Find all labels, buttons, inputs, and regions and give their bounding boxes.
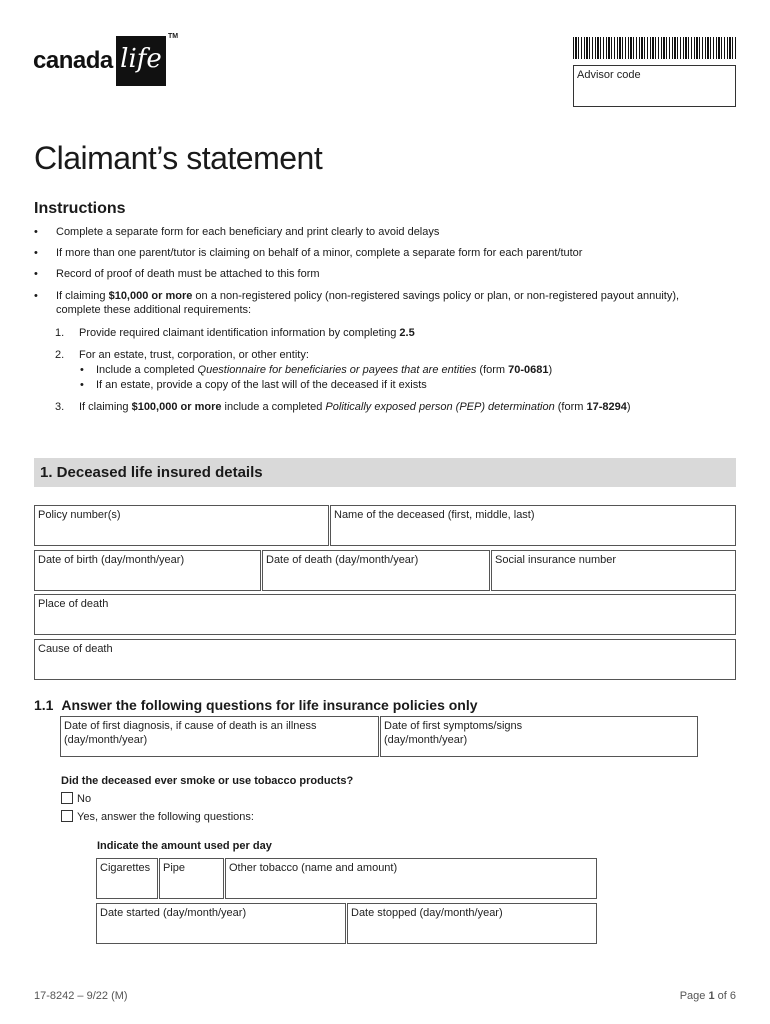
advisor-code-field[interactable] (573, 65, 736, 107)
label-line: Date of first diagnosis, if cause of death is an illness (64, 720, 317, 732)
bold-text: 17-8294 (586, 401, 627, 413)
amount-heading: Indicate the amount used per day (97, 840, 272, 852)
date-of-death-field[interactable] (262, 550, 490, 591)
subsection-number: 1.1 (34, 697, 54, 713)
text: If an estate, provide a copy of the last will of the deceased if it exists (96, 379, 427, 391)
text: Include a completed (96, 364, 198, 376)
smoke-question: Did the deceased ever smoke or use tobacco products? (61, 775, 354, 787)
field-label: Date of birth (day/month/year) (38, 554, 185, 566)
field-label: Date started (day/month/year) (100, 907, 247, 919)
place-of-death-field[interactable] (34, 594, 736, 635)
page-title: Claimant’s statement (34, 140, 323, 176)
field-label: Cigarettes (100, 862, 151, 874)
italic-text: Questionnaire for beneficiaries or payees that are entities (197, 364, 477, 376)
social-insurance-number-field[interactable] (491, 550, 736, 591)
logo-mark: life (116, 36, 166, 86)
item-number: 2. (55, 349, 65, 361)
label-line: Date of first symptoms/signs (384, 720, 523, 732)
first-diagnosis-date-field[interactable] (60, 716, 379, 757)
numbered-item-2 (55, 348, 739, 362)
logo-wordmark: canada (33, 47, 113, 74)
subsection-title: Answer the following questions for life insurance policies only (61, 697, 478, 713)
no-checkbox[interactable] (61, 792, 73, 804)
policy-number-field[interactable] (34, 505, 329, 546)
barcode (573, 37, 736, 59)
text: Provide required claimant identification information by completing (79, 327, 400, 339)
first-symptoms-date-field[interactable] (380, 716, 698, 757)
numbered-item-3 (55, 400, 739, 414)
text: Page (679, 990, 709, 1002)
instruction-bullet: • Complete a separate form for each beneficiary and print clearly to avoid delays (56, 225, 736, 239)
instruction-bullet (56, 289, 746, 317)
field-label: Other tobacco (name and amount) (229, 862, 398, 874)
instruction-bullet: • If more than one parent/tutor is claiming on behalf of a minor, complete a separate form for each parent/tutor (56, 246, 736, 260)
deceased-name-field[interactable] (330, 505, 736, 546)
label-line: (day/month/year) (64, 734, 148, 746)
advisor-code-label: Advisor code (577, 69, 641, 81)
text: of 6 (714, 990, 736, 1002)
bullet-dot: • (80, 364, 84, 376)
cigarettes-field[interactable] (96, 858, 158, 899)
yes-checkbox[interactable] (61, 810, 73, 822)
item-number: 3. (55, 401, 65, 413)
form-code: 17-8242 – 9/22 (M) (34, 990, 128, 1002)
numbered-item-1 (55, 326, 739, 340)
field-label: Pipe (163, 862, 186, 874)
text: on a non-registered policy (non-registered savings policy or plan, or non-registered payout annuity), (192, 290, 680, 302)
text: include a completed (221, 401, 326, 413)
bold-text: 70-0681 (508, 364, 549, 376)
cause-of-death-field[interactable] (34, 639, 736, 680)
subsection-heading (34, 697, 478, 713)
sub-bullet (80, 378, 736, 392)
section-title: 1. Deceased life insured details (40, 464, 263, 481)
text: ) (548, 364, 553, 376)
italic-text: Politically exposed person (PEP) determination (325, 401, 555, 413)
field-label: Date stopped (day/month/year) (351, 907, 503, 919)
item-number: 1. (55, 327, 65, 339)
field-label (64, 719, 317, 747)
field-label: Cause of death (38, 643, 113, 655)
no-option-label: No (77, 793, 92, 805)
yes-option-label: Yes, answer the following questions: (77, 811, 254, 823)
field-label: Place of death (38, 598, 109, 610)
sub-bullet (80, 363, 736, 377)
section-header (34, 458, 736, 487)
trademark: TM (168, 33, 179, 40)
text: complete these additional requirements: (56, 304, 252, 316)
bullet-dot: • (80, 379, 84, 391)
date-started-field[interactable] (96, 903, 346, 944)
page-number: 1 (708, 990, 715, 1002)
field-label: Name of the deceased (first, middle, last) (334, 509, 535, 521)
field-label: Date of death (day/month/year) (266, 554, 419, 566)
text: If claiming (56, 290, 109, 302)
date-of-birth-field[interactable] (34, 550, 261, 591)
pipe-field[interactable] (159, 858, 224, 899)
text: ) (626, 401, 631, 413)
field-label: Social insurance number (495, 554, 617, 566)
text: (form (476, 364, 509, 376)
page-indicator (680, 990, 736, 1002)
label-line: (day/month/year) (384, 734, 468, 746)
text: (form (554, 401, 587, 413)
text: If claiming (79, 401, 132, 413)
field-label: Policy number(s) (38, 509, 121, 521)
instructions-heading: Instructions (34, 200, 126, 217)
bold-text: $100,000 or more (131, 401, 222, 413)
bold-text: $10,000 or more (108, 290, 193, 302)
other-tobacco-field[interactable] (225, 858, 597, 899)
field-label (384, 719, 522, 747)
text: For an estate, trust, corporation, or other entity: (79, 349, 309, 361)
instruction-bullet: • Record of proof of death must be attached to this form (56, 267, 736, 281)
bold-text: 2.5 (399, 327, 415, 339)
date-stopped-field[interactable] (347, 903, 597, 944)
